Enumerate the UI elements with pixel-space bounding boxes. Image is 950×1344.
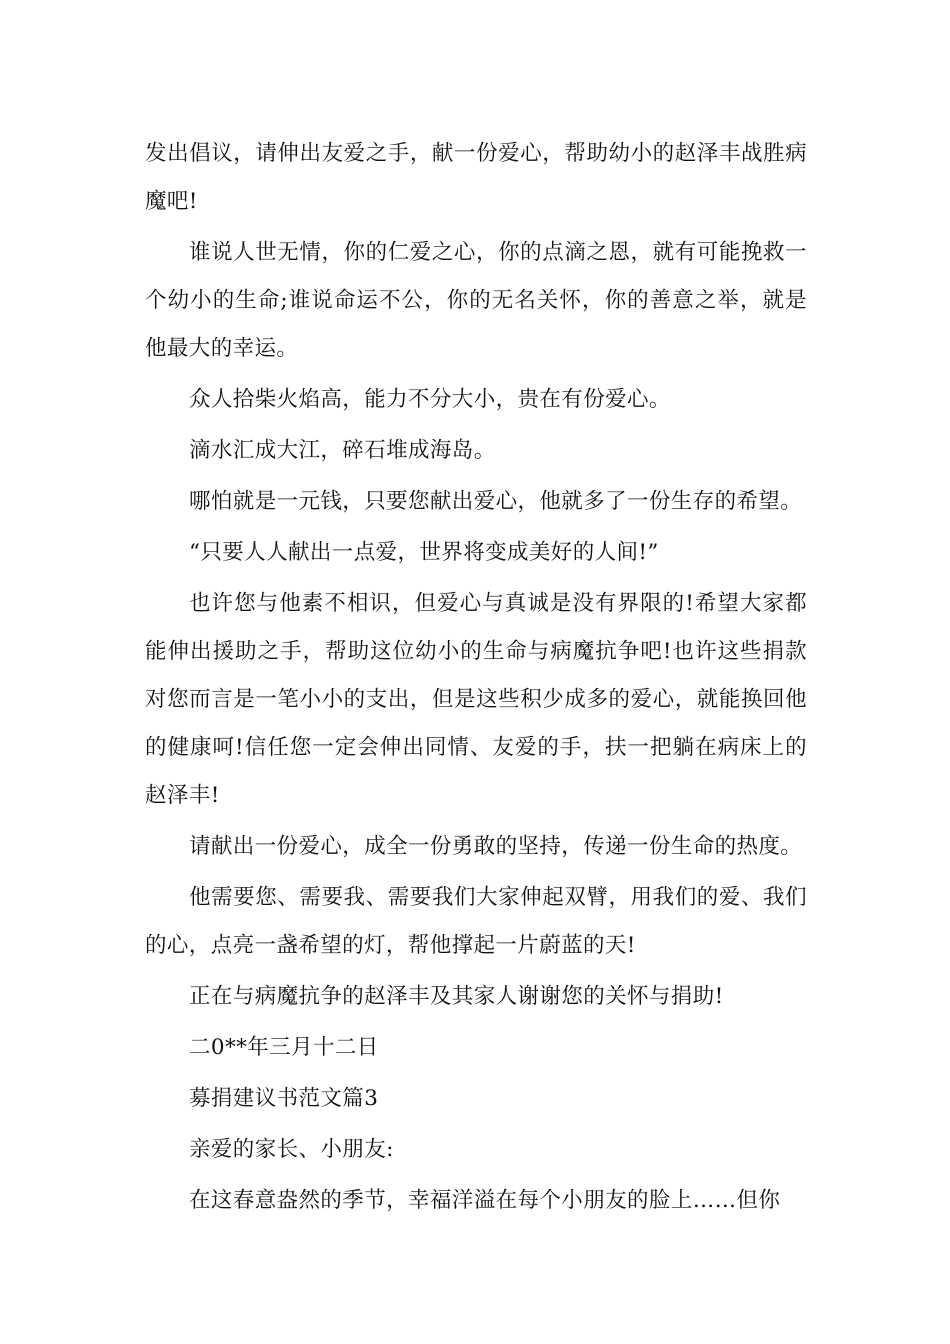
paragraph-date: 二0**年三月十二日 xyxy=(189,1035,379,1060)
paragraph-kindness: 谁说人世无情，你的仁爱之心，你的点滴之恩，就有可能挽救一个幼小的生命;谁说命运不公，你的无名关怀，你的善意之举，就是他最大的幸运。 xyxy=(145,240,807,361)
paragraph-quote: “只要人人献出一点爱，世界将变成美好的人间!” xyxy=(189,540,659,565)
paragraph-one-yuan: 哪怕就是一元钱，只要您献出爱心，他就多了一份生存的希望。 xyxy=(189,489,803,514)
paragraph-thanks: 正在与病魔抗争的赵泽丰及其家人谢谢您的关怀与捐助! xyxy=(189,984,724,1009)
section-heading: 募捐建议书范文篇3 xyxy=(189,1086,379,1111)
paragraph-strangers: 也许您与他素不相识，但爱心与真诚是没有界限的!希望大家都能伸出援助之手，帮助这位幼小的生命与病魔抗争吧!也许这些捐款对您而言是一笔小小的支出，但是这些积少成多的爱心，就能换回他的健康呵!信任您一定会伸出同情、友爱的手，扶一把躺在病床上的赵泽丰! xyxy=(145,591,807,808)
paragraph-spring: 在这春意盎然的季节，幸福洋溢在每个小朋友的脸上……但你 xyxy=(189,1188,781,1213)
paragraph-firewood: 众人拾柴火焰高，能力不分大小，贵在有份爱心。 xyxy=(189,387,671,412)
salutation: 亲爱的家长、小朋友: xyxy=(189,1137,394,1162)
paragraph-he-needs-you: 他需要您、需要我、需要我们大家伸起双臂，用我们的爱、我们的心，点亮一盏希望的灯，帮他撑起一片蔚蓝的天! xyxy=(145,885,807,958)
paragraph-offer-love: 请献出一份爱心，成全一份勇敢的坚持，传递一份生命的热度。 xyxy=(189,834,803,859)
paragraph-appeal-end: 发出倡议，请伸出友爱之手，献一份爱心，帮助幼小的赵泽丰战胜病魔吧! xyxy=(145,141,807,214)
paragraph-water-drops: 滴水汇成大江，碎石堆成海岛。 xyxy=(189,438,496,463)
document-body xyxy=(145,130,807,1228)
